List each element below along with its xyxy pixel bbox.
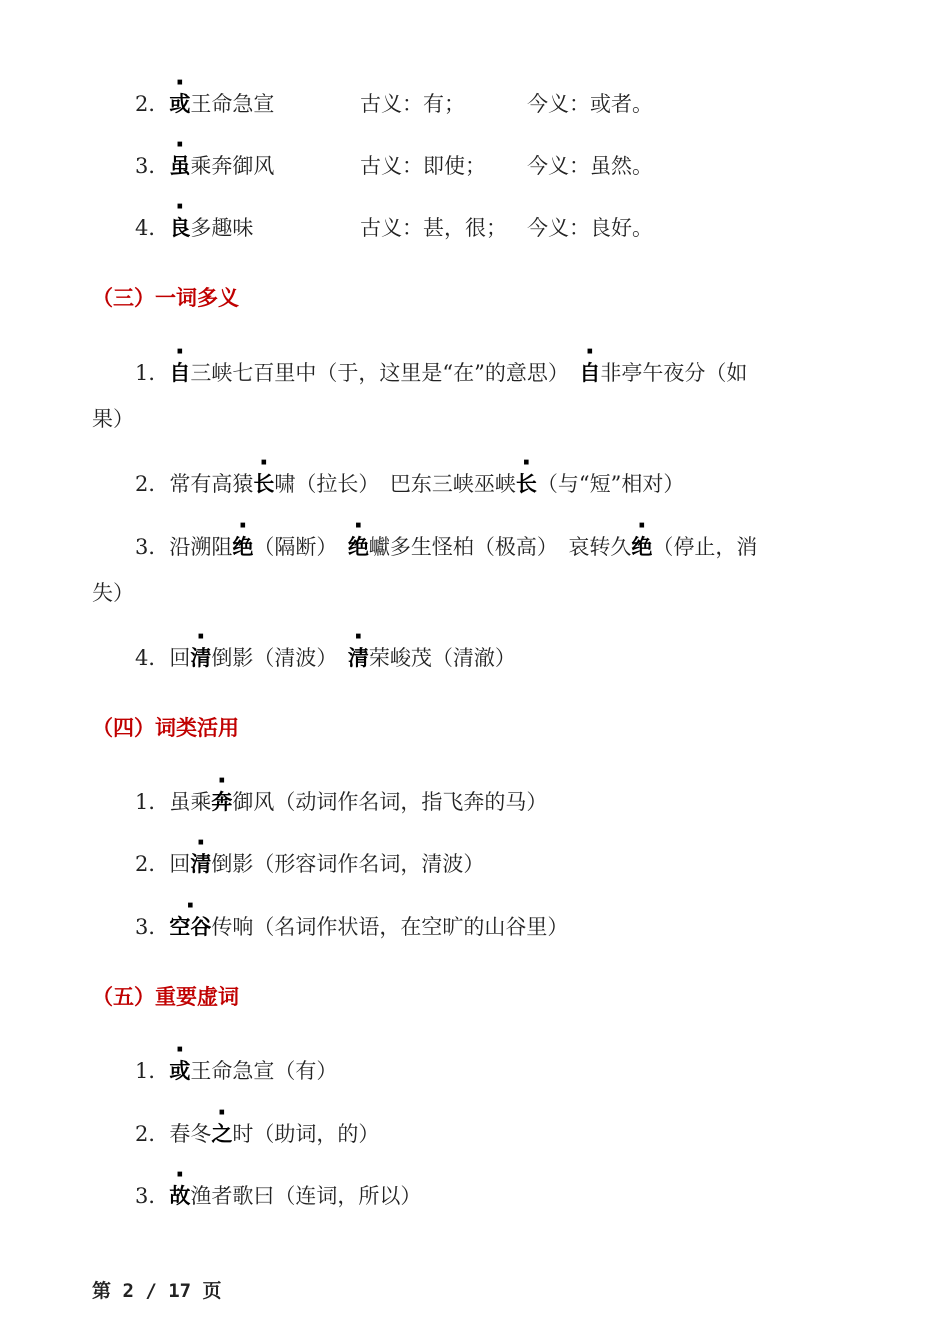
old-meaning: 古义：即使；: [360, 154, 486, 178]
new-meaning: 今义：虽然。: [527, 154, 653, 178]
emphasized-char: 良: [169, 216, 191, 240]
section-heading: （三）一词多义: [92, 286, 239, 310]
list-item: 3．故渔者歌曰（连词，所以）: [135, 1184, 422, 1208]
polysemy-item: 3．沿溯阻绝（隔断） 绝巘多生怪柏（极高） 哀转久绝（停止，消 失）: [92, 535, 758, 605]
list-item: 1．虽乘奔御风（动词作名词，指飞奔的马）: [135, 790, 548, 814]
polysemy-item: 1．自三峡七百里中（于，这里是“在”的意思） 自非亭午夜分（如 果）: [92, 361, 748, 431]
emphasized-char: 虽: [169, 154, 191, 178]
list-item: 2．春冬之时（助词，的）: [135, 1122, 380, 1146]
list-item: 3．空谷传响（名词作状语，在空旷的山谷里）: [135, 915, 569, 939]
section-heading: （四）词类活用: [92, 716, 239, 740]
polysemy-item: 4．回清倒影（清波） 清荣峻茂（清澈）: [135, 646, 516, 670]
list-item: 2．回清倒影（形容词作名词，清波）: [135, 852, 485, 876]
emphasized-char: 或: [169, 92, 191, 116]
old-meaning: 古义：甚，很；: [360, 216, 507, 240]
new-meaning: 今义：或者。: [527, 92, 653, 116]
polysemy-item: 2．常有高猿长啸（拉长） 巴东三峡巫峡长（与“短”相对）: [135, 472, 685, 496]
list-item: 1．或王命急宣（有）: [135, 1059, 338, 1083]
section-heading: （五）重要虚词: [92, 985, 239, 1009]
new-meaning: 今义：良好。: [527, 216, 653, 240]
old-meaning: 古义：有；: [360, 92, 465, 116]
page-number: 第 2 / 17 页: [92, 1280, 222, 1302]
